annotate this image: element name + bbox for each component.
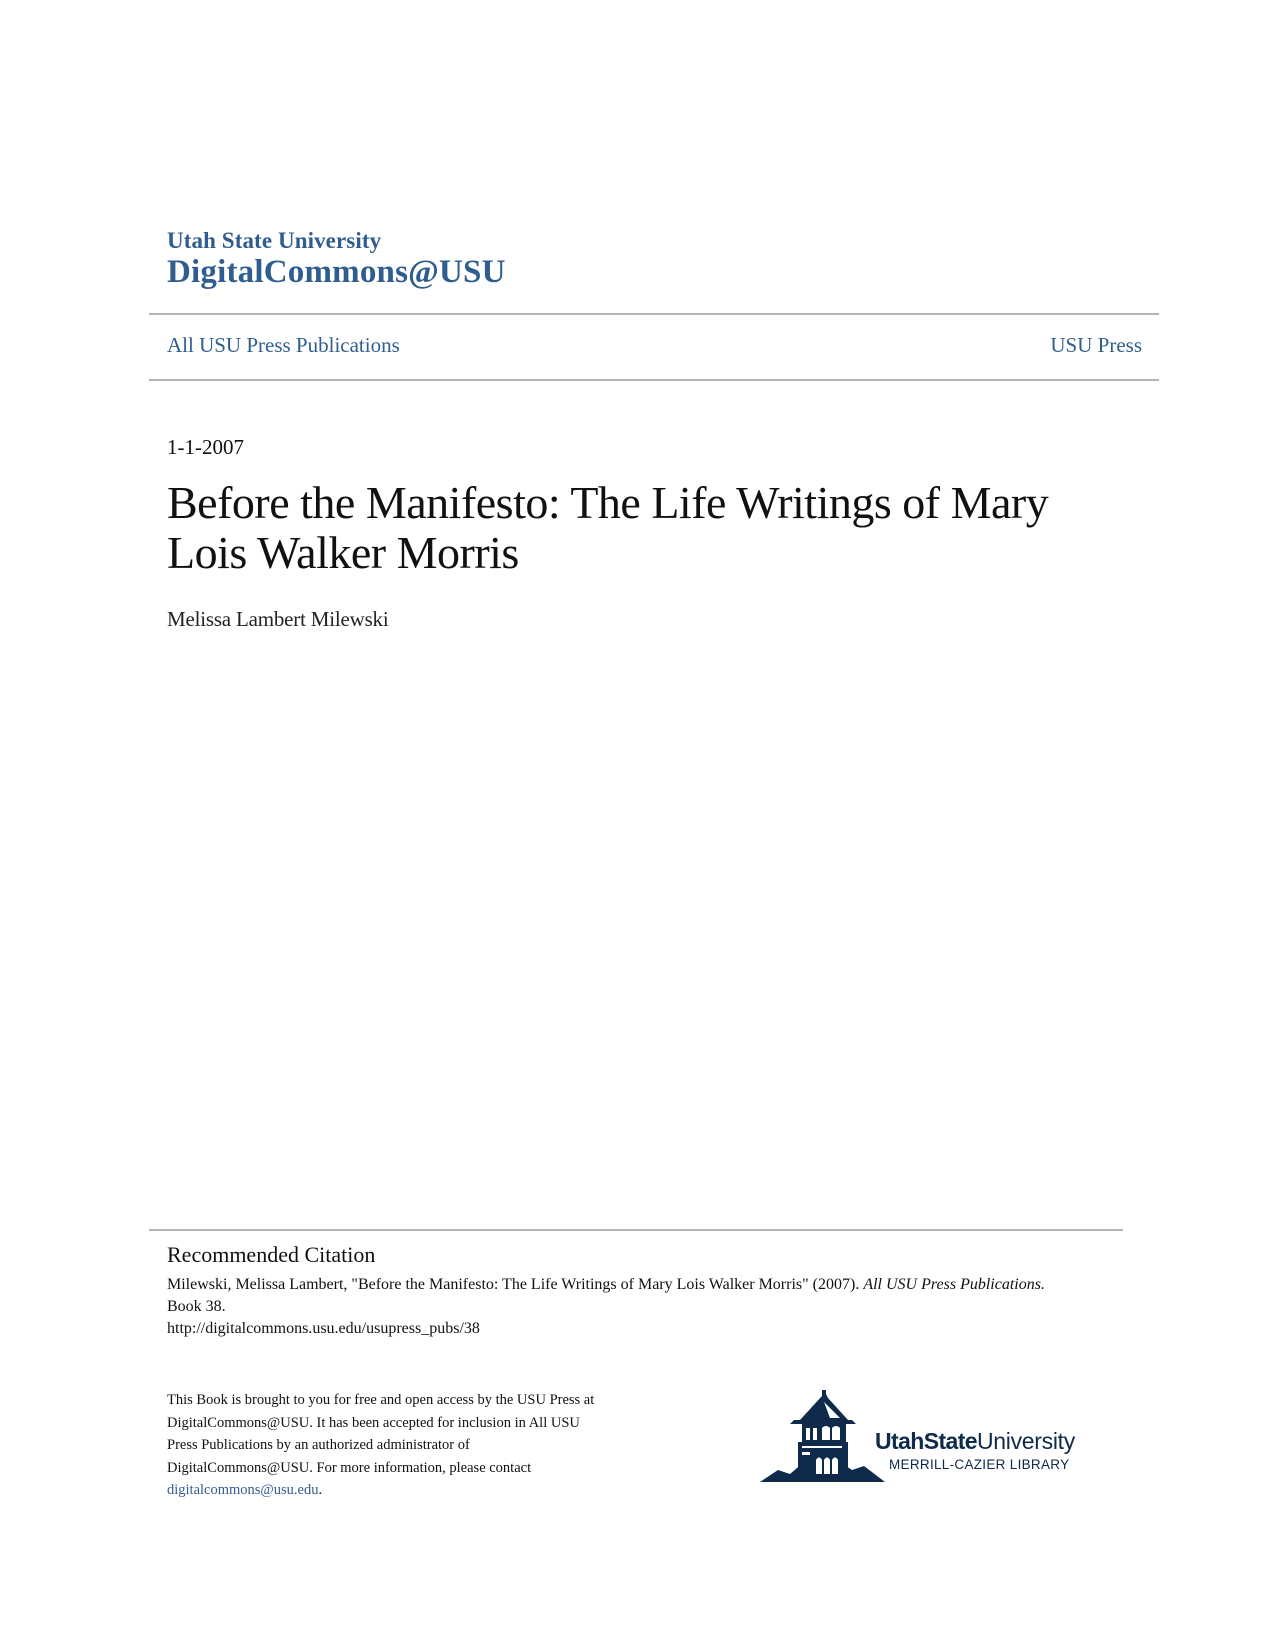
publication-date: 1-1-2007: [167, 435, 244, 459]
citation-text: Milewski, Melissa Lambert, "Before the Manifesto: The Life Writings of Mary Lois Walker Morris" (2007).: [167, 1276, 864, 1293]
citation-line-1: [167, 1274, 1127, 1296]
document-author: Melissa Lambert Milewski: [167, 607, 389, 631]
citation-body: [167, 1274, 1127, 1340]
access-notice: [167, 1389, 627, 1502]
header-divider-top: [149, 313, 1159, 315]
old-main-tower-icon: [760, 1390, 885, 1485]
citation-series: All USU Press Publications.: [863, 1276, 1045, 1293]
usu-library-logo: [760, 1390, 1105, 1485]
access-notice-line: [167, 1479, 627, 1502]
header-divider-bottom: [149, 379, 1159, 381]
contact-suffix: .: [318, 1482, 323, 1498]
publisher-link[interactable]: USU Press: [1050, 333, 1142, 357]
logo-subtitle: MERRILL-CAZIER LIBRARY: [889, 1457, 1070, 1472]
logo-wordmark-light: University: [976, 1428, 1075, 1454]
collection-link[interactable]: All USU Press Publications: [167, 333, 400, 357]
repository-link[interactable]: DigitalCommons@USU: [167, 254, 506, 290]
access-notice-line: DigitalCommons@USU. For more information, please contact: [167, 1459, 532, 1476]
access-notice-line: DigitalCommons@USU. It has been accepted for inclusion in All USU: [167, 1414, 580, 1431]
citation-heading: Recommended Citation: [167, 1242, 376, 1267]
access-notice-line: This Book is brought to you for free and open access by the USU Press at: [167, 1392, 595, 1408]
logo-wordmark: [875, 1428, 1075, 1455]
logo-wordmark-bold: UtahState: [875, 1428, 977, 1454]
citation-url[interactable]: http://digitalcommons.usu.edu/usupress_pubs/38: [167, 1320, 480, 1337]
contact-email-link[interactable]: digitalcommons@usu.edu: [167, 1482, 319, 1498]
citation-book: Book 38.: [167, 1298, 226, 1315]
citation-divider: [149, 1229, 1123, 1231]
access-notice-line: Press Publications by an authorized administrator of: [167, 1437, 470, 1453]
document-title: Before the Manifesto: The Life Writings of Mary Lois Walker Morris: [167, 477, 1049, 578]
institution-name: Utah State University: [167, 228, 382, 253]
